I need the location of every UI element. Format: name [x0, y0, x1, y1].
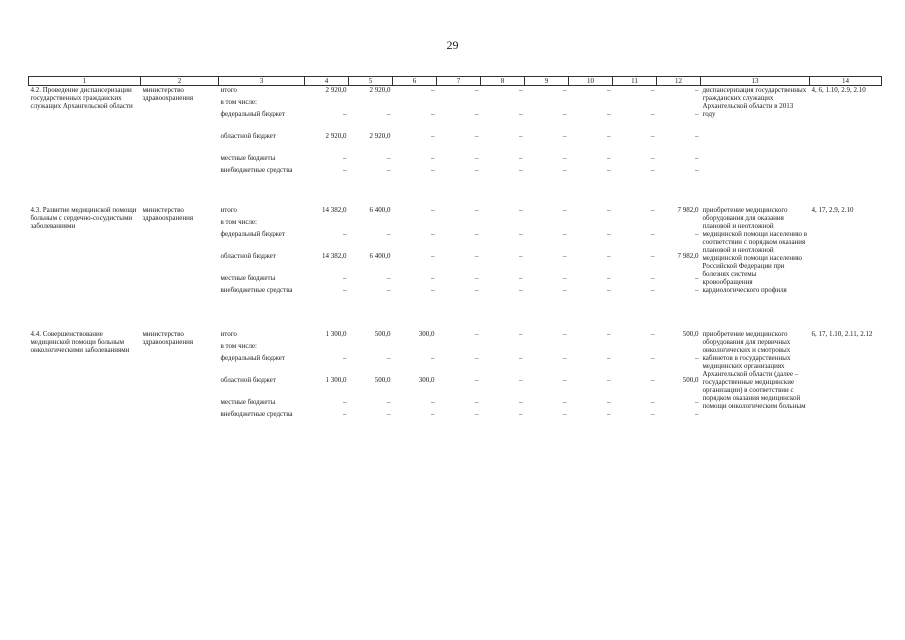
column-number: 3 [219, 77, 305, 86]
funding-source-label: внебюджетные средства [220, 410, 293, 418]
amount-value: 300,0 [418, 376, 435, 384]
amount-value: – [563, 286, 567, 294]
funding-source-label: местные бюджеты [220, 274, 276, 282]
amount-value: – [431, 132, 435, 140]
amount-cell [393, 86, 437, 189]
measure-name-cell: 4.3. Развитие медицинской помощи больным с сердечно-сосудистыми заболеваниями [30, 206, 137, 230]
amount-value: – [607, 274, 611, 282]
amount-value: 2 920,0 [325, 86, 347, 94]
amount-value: – [475, 410, 479, 418]
amount-cell [437, 86, 481, 189]
amount-value: – [651, 330, 655, 338]
column-number: 5 [349, 77, 393, 86]
amount-value: – [607, 410, 611, 418]
amount-value: 500,0 [682, 330, 699, 338]
amount-value [395, 218, 435, 230]
column-number: 4 [305, 77, 349, 86]
amount-value: – [607, 286, 611, 294]
amount-value: – [607, 230, 611, 238]
amount-value [571, 98, 611, 110]
amount-cell [437, 206, 481, 308]
amount-value: – [475, 86, 479, 94]
amount-value: – [563, 86, 567, 94]
amount-value: 6 400,0 [369, 206, 391, 214]
table-row [29, 330, 882, 432]
amount-value: – [387, 354, 391, 362]
amount-value [571, 218, 611, 230]
indicator-links-cell: 4, 6, 1.10, 2.9, 2.10 [811, 86, 866, 94]
amount-value: – [519, 274, 523, 282]
amount-value: – [519, 398, 523, 406]
amount-value: 2 920,0 [325, 132, 347, 140]
amount-value: 14 382,0 [322, 206, 347, 214]
amount-value: 2 920,0 [369, 132, 391, 140]
amount-value: – [563, 410, 567, 418]
amount-value: – [475, 286, 479, 294]
amount-value: – [519, 354, 523, 362]
amount-cell [305, 86, 349, 189]
expected-result-cell: диспансеризация государственных гражданских служащих Архангельской области в 2013 году [702, 86, 807, 118]
amount-value: – [651, 166, 655, 174]
amount-value [527, 218, 567, 230]
amount-value: 500,0 [682, 376, 699, 384]
amount-value: 500,0 [374, 376, 391, 384]
amount-value: – [387, 410, 391, 418]
amount-value: – [519, 86, 523, 94]
amount-value: – [387, 398, 391, 406]
amount-value: 1 300,0 [325, 330, 347, 338]
amount-value: – [431, 206, 435, 214]
amount-value: – [695, 166, 699, 174]
amount-value: – [431, 252, 435, 260]
amount-value: – [387, 154, 391, 162]
amount-value: – [387, 166, 391, 174]
amount-cell [349, 330, 393, 432]
amount-value: – [475, 206, 479, 214]
column-number: 2 [141, 77, 219, 86]
program-table [28, 76, 882, 432]
amount-value [659, 342, 699, 354]
amount-value [351, 342, 391, 354]
amount-value: – [607, 330, 611, 338]
amount-value: – [475, 330, 479, 338]
amount-cell [569, 86, 613, 189]
amount-cell [613, 330, 657, 432]
funding-source-cell [219, 206, 305, 308]
page-number: 29 [446, 38, 459, 52]
amount-value [439, 98, 479, 110]
amount-cell [613, 206, 657, 308]
amount-value: – [563, 166, 567, 174]
amount-value: – [519, 286, 523, 294]
amount-value [439, 342, 479, 354]
indicator-links-cell: 4, 17, 2.9, 2.10 [811, 206, 854, 214]
amount-value: – [519, 376, 523, 384]
amount-value: 2 920,0 [369, 86, 391, 94]
amount-value [307, 342, 347, 354]
funding-source-cell [219, 86, 305, 189]
amount-value: – [651, 354, 655, 362]
measure-name-cell: 4.2. Проведение диспансеризации государственных гражданских служащих Архангельской области [30, 86, 133, 110]
amount-value: – [475, 376, 479, 384]
amount-value [307, 98, 347, 110]
amount-value: – [343, 410, 347, 418]
funding-source-label: федеральный бюджет [220, 230, 285, 238]
amount-value: – [651, 86, 655, 94]
amount-value: – [651, 252, 655, 260]
expected-result-cell: приобретение медицинского оборудования для первичных онкологических и смотровых кабинетов в государственных медицинских организациях Архангельской области (далее – государственные медицинские организации) в соответствии с порядком оказания медицинской помощи онкологическим больным [702, 330, 806, 410]
funding-source-label: внебюджетные средства [220, 286, 293, 294]
amount-value: – [695, 86, 699, 94]
amount-value: – [695, 410, 699, 418]
column-number: 8 [481, 77, 525, 86]
funding-source-label: в том числе: [220, 218, 257, 226]
amount-value: – [387, 110, 391, 118]
amount-value: – [607, 132, 611, 140]
amount-value: – [431, 110, 435, 118]
amount-value: – [431, 154, 435, 162]
column-number: 6 [393, 77, 437, 86]
amount-value: – [387, 286, 391, 294]
amount-value [615, 98, 655, 110]
funding-source-label: в том числе: [220, 98, 257, 106]
amount-value: – [431, 398, 435, 406]
amount-value: – [607, 166, 611, 174]
amount-value: – [607, 206, 611, 214]
row-spacer [29, 188, 882, 206]
amount-value: 6 400,0 [369, 252, 391, 260]
amount-value: – [431, 286, 435, 294]
column-number: 13 [701, 77, 810, 86]
amount-value: 7 982,0 [677, 252, 699, 260]
amount-value: – [651, 376, 655, 384]
amount-value [483, 218, 523, 230]
amount-value: – [651, 410, 655, 418]
amount-value: – [563, 132, 567, 140]
amount-value: – [343, 274, 347, 282]
amount-value: – [387, 230, 391, 238]
amount-value [527, 342, 567, 354]
amount-value: 300,0 [418, 330, 435, 338]
amount-value [395, 342, 435, 354]
funding-source-label: федеральный бюджет [220, 354, 285, 362]
amount-value: – [343, 286, 347, 294]
amount-value: – [607, 154, 611, 162]
amount-value: – [519, 330, 523, 338]
amount-value: – [519, 110, 523, 118]
amount-value: – [343, 154, 347, 162]
amount-value: – [431, 274, 435, 282]
amount-cell [481, 330, 525, 432]
amount-cell [481, 86, 525, 189]
indicator-links-cell: 6, 17, 1.10, 2.11, 2.12 [811, 330, 873, 338]
funding-source-label: областной бюджет [220, 376, 276, 384]
amount-value [659, 218, 699, 230]
row-spacer-cell [29, 188, 882, 206]
amount-cell [481, 206, 525, 308]
amount-value [307, 218, 347, 230]
amount-value: – [563, 230, 567, 238]
column-number: 10 [569, 77, 613, 86]
amount-cell [657, 330, 701, 432]
amount-value [351, 98, 391, 110]
amount-value: – [475, 110, 479, 118]
amount-cell [305, 206, 349, 308]
amount-value: – [695, 154, 699, 162]
column-numbers-row [29, 77, 882, 86]
amount-value [571, 342, 611, 354]
amount-value [439, 218, 479, 230]
amount-value: – [343, 354, 347, 362]
amount-value: – [431, 86, 435, 94]
column-number: 7 [437, 77, 481, 86]
funding-source-label: внебюджетные средства [220, 166, 293, 174]
amount-value: – [651, 274, 655, 282]
amount-value: 500,0 [374, 330, 391, 338]
column-number: 12 [657, 77, 701, 86]
amount-value: – [607, 110, 611, 118]
amount-value: – [607, 354, 611, 362]
amount-cell [437, 330, 481, 432]
amount-value: 14 382,0 [322, 252, 347, 260]
amount-value: – [563, 398, 567, 406]
column-number: 9 [525, 77, 569, 86]
amount-value: – [343, 110, 347, 118]
amount-cell [613, 86, 657, 189]
amount-value: – [695, 286, 699, 294]
amount-cell [349, 86, 393, 189]
amount-value: – [651, 154, 655, 162]
amount-value [395, 98, 435, 110]
amount-value [659, 98, 699, 110]
amount-value [483, 98, 523, 110]
funding-source-label: в том числе: [220, 342, 257, 350]
funding-source-label: итого [220, 86, 237, 94]
amount-value: – [651, 132, 655, 140]
amount-value: – [343, 398, 347, 406]
amount-value: – [475, 132, 479, 140]
amount-value: – [519, 410, 523, 418]
amount-value: – [519, 132, 523, 140]
amount-value: – [607, 86, 611, 94]
amount-value: – [563, 154, 567, 162]
amount-value: – [387, 274, 391, 282]
amount-cell [393, 206, 437, 308]
amount-value: – [695, 110, 699, 118]
amount-value: – [695, 274, 699, 282]
amount-value: – [651, 206, 655, 214]
amount-value [615, 342, 655, 354]
amount-value: – [475, 252, 479, 260]
amount-value: – [695, 132, 699, 140]
amount-cell [525, 330, 569, 432]
amount-cell [393, 330, 437, 432]
amount-value: – [563, 274, 567, 282]
column-number: 11 [613, 77, 657, 86]
amount-value: – [431, 166, 435, 174]
amount-value: – [607, 252, 611, 260]
funding-source-label: итого [220, 330, 237, 338]
amount-value: – [475, 154, 479, 162]
table-row [29, 86, 882, 189]
amount-cell [657, 86, 701, 189]
amount-value: – [651, 398, 655, 406]
executor-cell: министерство здравоохранения [142, 206, 194, 222]
measure-name-cell: 4.4. Совершенствование медицинской помощи больным онкологическими заболеваниями [30, 330, 130, 354]
amount-value: – [475, 166, 479, 174]
executor-cell: министерство здравоохранения [142, 86, 194, 102]
amount-value [615, 218, 655, 230]
amount-value: – [343, 166, 347, 174]
amount-value: – [695, 230, 699, 238]
amount-value: – [607, 376, 611, 384]
amount-value: – [563, 330, 567, 338]
amount-value: – [431, 354, 435, 362]
amount-value: – [651, 230, 655, 238]
funding-source-label: местные бюджеты [220, 154, 276, 162]
amount-value: – [343, 230, 347, 238]
amount-value: – [475, 274, 479, 282]
amount-value: – [563, 206, 567, 214]
expected-result-cell: приобретение медицинского оборудования для оказания плановой и неотложной медицинской помощи населению в соответствии с порядком оказания плановой и неотложной медицинской помощи населению Российской Федерации при болезнях системы кровообращения кардиологического профиля [702, 206, 808, 294]
amount-cell [525, 206, 569, 308]
amount-value: – [519, 206, 523, 214]
funding-source-label: итого [220, 206, 237, 214]
funding-source-label: местные бюджеты [220, 398, 276, 406]
amount-value: – [475, 398, 479, 406]
column-number: 14 [810, 77, 882, 86]
amount-cell [569, 330, 613, 432]
funding-source-label: областной бюджет [220, 132, 276, 140]
amount-cell [305, 330, 349, 432]
amount-value: – [519, 154, 523, 162]
amount-value: – [695, 354, 699, 362]
amount-value: – [519, 230, 523, 238]
amount-value [527, 98, 567, 110]
amount-value: 1 300,0 [325, 376, 347, 384]
amount-cell [657, 206, 701, 308]
amount-cell [349, 206, 393, 308]
amount-value: – [475, 230, 479, 238]
amount-value: – [563, 110, 567, 118]
row-spacer-cell [29, 308, 882, 330]
row-spacer [29, 308, 882, 330]
amount-value: – [475, 354, 479, 362]
amount-value: – [563, 354, 567, 362]
amount-cell [569, 206, 613, 308]
column-number: 1 [29, 77, 141, 86]
amount-value: – [519, 252, 523, 260]
amount-cell [525, 86, 569, 189]
amount-value: – [695, 398, 699, 406]
amount-value: – [519, 166, 523, 174]
funding-source-label: федеральный бюджет [220, 110, 285, 118]
amount-value: 7 982,0 [677, 206, 699, 214]
amount-value: – [651, 110, 655, 118]
amount-value: – [607, 398, 611, 406]
amount-value: – [651, 286, 655, 294]
funding-source-label: областной бюджет [220, 252, 276, 260]
amount-value: – [431, 410, 435, 418]
amount-value: – [431, 230, 435, 238]
table-row [29, 206, 882, 308]
amount-value [351, 218, 391, 230]
amount-value: – [563, 252, 567, 260]
amount-value [483, 342, 523, 354]
amount-value: – [563, 376, 567, 384]
executor-cell: министерство здравоохранения [142, 330, 194, 346]
funding-source-cell [219, 330, 305, 432]
